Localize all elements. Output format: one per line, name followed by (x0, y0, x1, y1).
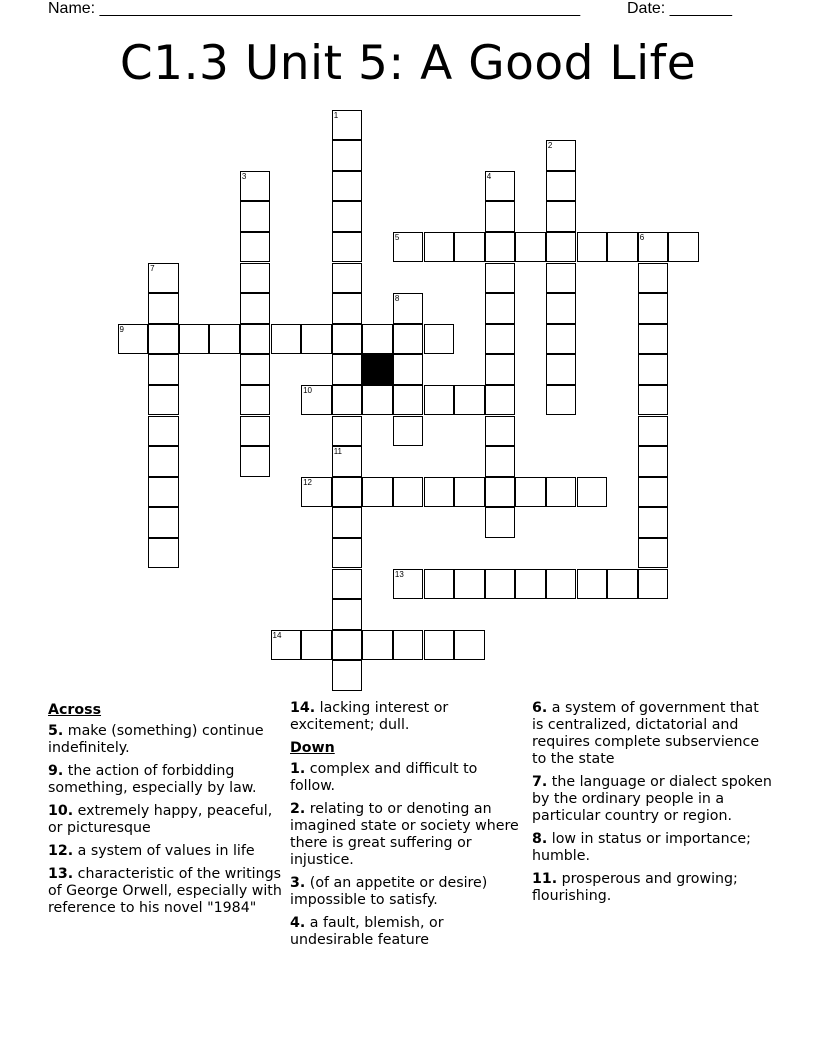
crossword-cell[interactable] (148, 507, 179, 538)
clue-text: a system of values in life (77, 843, 255, 859)
clue-number: 8. (532, 831, 548, 847)
clue-text: the action of forbidding something, especially by law. (48, 763, 257, 796)
down-clue-3 (290, 875, 526, 909)
crossword-cell[interactable] (485, 232, 516, 263)
crossword-cell[interactable] (332, 477, 363, 508)
crossword-cell[interactable] (240, 201, 271, 232)
crossword-cell[interactable] (332, 660, 363, 691)
crossword-cell[interactable] (240, 385, 271, 416)
crossword-cell[interactable] (424, 232, 455, 263)
clue-text: low in status or importance; humble. (532, 831, 751, 864)
crossword-cell[interactable] (577, 477, 608, 508)
down-clue-11 (532, 871, 772, 905)
crossword-cell[interactable] (332, 140, 363, 171)
crossword-cell[interactable] (454, 385, 485, 416)
date-field-label: Date: _______ (627, 0, 732, 17)
down-clue-1 (290, 761, 526, 795)
crossword-cell[interactable] (485, 446, 516, 477)
name-field-label: Name: ______________________________________________________ (48, 0, 581, 17)
crossword-cell[interactable] (546, 232, 577, 263)
crossword-cell[interactable] (362, 630, 393, 661)
crossword-cell[interactable] (638, 507, 669, 538)
crossword-cell[interactable] (362, 477, 393, 508)
crossword-cell[interactable] (638, 569, 669, 600)
across-clue-5 (48, 723, 284, 757)
clue-number: 13. (48, 866, 74, 882)
clue-text: prosperous and growing; flourishing. (532, 871, 738, 904)
crossword-cell[interactable] (332, 538, 363, 569)
across-clue-10 (48, 803, 284, 837)
crossword-cell[interactable] (424, 569, 455, 600)
crossword-cell[interactable] (393, 477, 424, 508)
crossword-cell[interactable] (546, 324, 577, 355)
across-clue-9 (48, 763, 284, 797)
clue-number-label: 12 (303, 477, 312, 487)
crossword-cell[interactable] (638, 416, 669, 447)
crossword-cell[interactable] (393, 324, 424, 355)
crossword-cell[interactable] (546, 293, 577, 324)
crossword-cell[interactable] (546, 385, 577, 416)
crossword-cell[interactable] (546, 201, 577, 232)
crossword-cell[interactable] (454, 630, 485, 661)
crossword-cell[interactable] (148, 477, 179, 508)
crossword-cell[interactable] (393, 630, 424, 661)
crossword-cell[interactable] (515, 477, 546, 508)
crossword-cell[interactable] (546, 477, 577, 508)
across-heading: Across (48, 702, 102, 718)
crossword-cell[interactable] (454, 232, 485, 263)
crossword-cell[interactable] (179, 324, 210, 355)
crossword-cell[interactable] (485, 477, 516, 508)
crossword-cell[interactable] (638, 446, 669, 477)
clue-number-label: 3 (241, 171, 247, 181)
crossword-cell[interactable] (424, 324, 455, 355)
crossword-cell[interactable] (332, 569, 363, 600)
crossword-cell[interactable] (332, 630, 363, 661)
crossword-cell[interactable] (332, 354, 363, 385)
crossword-cell[interactable] (240, 263, 271, 294)
crossword-cell[interactable] (393, 416, 424, 447)
crossword-cell[interactable] (546, 354, 577, 385)
clue-number-label: 9 (119, 324, 124, 334)
down-clue-6 (532, 700, 772, 768)
crossword-cell[interactable] (393, 385, 424, 416)
crossword-cell[interactable] (485, 385, 516, 416)
crossword-cell[interactable] (301, 324, 332, 355)
crossword-cell[interactable] (332, 416, 363, 447)
clue-number: 7. (532, 774, 548, 790)
crossword-cell[interactable] (485, 354, 516, 385)
crossword-cell[interactable] (301, 630, 332, 661)
crossword-cell[interactable] (362, 385, 393, 416)
crossword-cell[interactable] (546, 569, 577, 600)
crossword-cell[interactable] (485, 324, 516, 355)
crossword-cell[interactable] (332, 201, 363, 232)
clue-text: (of an appetite or desire) impossible to satisfy. (290, 875, 488, 908)
crossword-block-cell (362, 354, 393, 385)
crossword-cell[interactable] (485, 293, 516, 324)
clue-number-label: 2 (547, 141, 553, 151)
crossword-cell[interactable] (148, 538, 179, 569)
clue-text: extremely happy, peaceful, or picturesque (48, 803, 273, 836)
crossword-cell[interactable] (577, 569, 608, 600)
crossword-cell[interactable] (515, 569, 546, 600)
clue-number: 10. (48, 803, 74, 819)
crossword-cell[interactable] (332, 293, 363, 324)
crossword-cell[interactable] (393, 354, 424, 385)
clue-text: a system of government that is centralized, dictatorial and requires complete subservience to the state (532, 700, 760, 767)
crossword-cell[interactable] (332, 263, 363, 294)
crossword-cell[interactable] (638, 324, 669, 355)
clue-text: a fault, blemish, or undesirable feature (290, 915, 444, 948)
clue-number-label: 14 (272, 630, 282, 640)
clue-text: the language or dialect spoken by the ordinary people in a particular country or region. (532, 774, 772, 824)
clue-text: lacking interest or excitement; dull. (290, 700, 449, 733)
crossword-cell[interactable] (638, 263, 669, 294)
down-clue-8 (532, 831, 772, 865)
clue-number: 5. (48, 723, 64, 739)
clue-number: 14. (290, 700, 316, 716)
crossword-cell[interactable] (240, 232, 271, 263)
crossword-cell[interactable] (209, 324, 240, 355)
crossword-cell[interactable] (271, 324, 302, 355)
crossword-cell[interactable] (424, 385, 455, 416)
clue-number: 2. (290, 801, 306, 817)
crossword-cell[interactable] (546, 171, 577, 202)
clue-number-label: 11 (333, 447, 342, 457)
across-clue-13 (48, 866, 284, 917)
across-clue-14 (290, 700, 526, 734)
crossword-cell[interactable] (607, 569, 638, 600)
crossword-cell[interactable] (515, 232, 546, 263)
clue-number-label: 4 (486, 171, 492, 181)
across-clue-12 (48, 843, 284, 860)
down-heading: Down (290, 740, 335, 756)
crossword-cell[interactable] (485, 201, 516, 232)
crossword-cell[interactable] (424, 630, 455, 661)
crossword-cell[interactable] (638, 293, 669, 324)
crossword-cell[interactable] (638, 354, 669, 385)
crossword-cell[interactable] (240, 354, 271, 385)
crossword-cell[interactable] (454, 477, 485, 508)
clue-number: 11. (532, 871, 558, 887)
crossword-cell[interactable] (485, 569, 516, 600)
crossword-cell[interactable] (240, 446, 271, 477)
crossword-cell[interactable] (332, 171, 363, 202)
clues-column-2 (290, 700, 526, 955)
clue-number-label: 1 (333, 110, 339, 120)
crossword-cell[interactable] (485, 263, 516, 294)
clue-number-label: 13 (394, 569, 404, 579)
clues-column-3 (532, 700, 772, 911)
crossword-cell[interactable] (546, 263, 577, 294)
clue-number: 9. (48, 763, 64, 779)
clue-text: relating to or denoting an imagined state or society where there is great suffering or injustice. (290, 801, 519, 868)
crossword-cell[interactable] (332, 507, 363, 538)
clue-text: complex and difficult to follow. (290, 761, 478, 794)
clue-text: characteristic of the writings of George Orwell, especially with reference to his novel "1984" (48, 866, 282, 916)
page-title: C1.3 Unit 5: A Good Life (119, 36, 697, 91)
crossword-cell[interactable] (148, 354, 179, 385)
crossword-cell[interactable] (332, 324, 363, 355)
crossword-cell[interactable] (332, 232, 363, 263)
crossword-cell[interactable] (148, 385, 179, 416)
crossword-cell[interactable] (332, 599, 363, 630)
down-clue-4 (290, 915, 526, 949)
clue-number: 4. (290, 915, 306, 931)
crossword-cell[interactable] (607, 232, 638, 263)
crossword-cell[interactable] (240, 324, 271, 355)
crossword-cell[interactable] (148, 446, 179, 477)
crossword-cell[interactable] (485, 507, 516, 538)
crossword-cell[interactable] (362, 324, 393, 355)
crossword-cell[interactable] (668, 232, 699, 263)
clue-number-label: 8 (394, 294, 400, 304)
crossword-cell[interactable] (148, 324, 179, 355)
crossword-cell[interactable] (454, 569, 485, 600)
clue-number: 12. (48, 843, 74, 859)
clues-column-1 (48, 700, 284, 923)
crossword-cell[interactable] (148, 293, 179, 324)
clue-number-label: 6 (639, 232, 645, 242)
clue-number-label: 7 (150, 263, 155, 273)
crossword-cell[interactable] (638, 538, 669, 569)
crossword-cell[interactable] (424, 477, 455, 508)
clue-number: 1. (290, 761, 306, 777)
crossword-cell[interactable] (638, 477, 669, 508)
down-clue-7 (532, 774, 772, 825)
crossword-cell[interactable] (240, 416, 271, 447)
crossword-cell[interactable] (148, 416, 179, 447)
clue-text: make (something) continue indefinitely. (48, 723, 264, 756)
crossword-cell[interactable] (577, 232, 608, 263)
clue-number-label: 5 (394, 232, 400, 242)
clue-number: 6. (532, 700, 548, 716)
crossword-cell[interactable] (240, 293, 271, 324)
clue-number: 3. (290, 875, 306, 891)
crossword-cell[interactable] (485, 416, 516, 447)
crossword-cell[interactable] (638, 385, 669, 416)
down-clue-2 (290, 801, 526, 869)
crossword-cell[interactable] (332, 385, 363, 416)
clue-number-label: 10 (303, 385, 312, 395)
